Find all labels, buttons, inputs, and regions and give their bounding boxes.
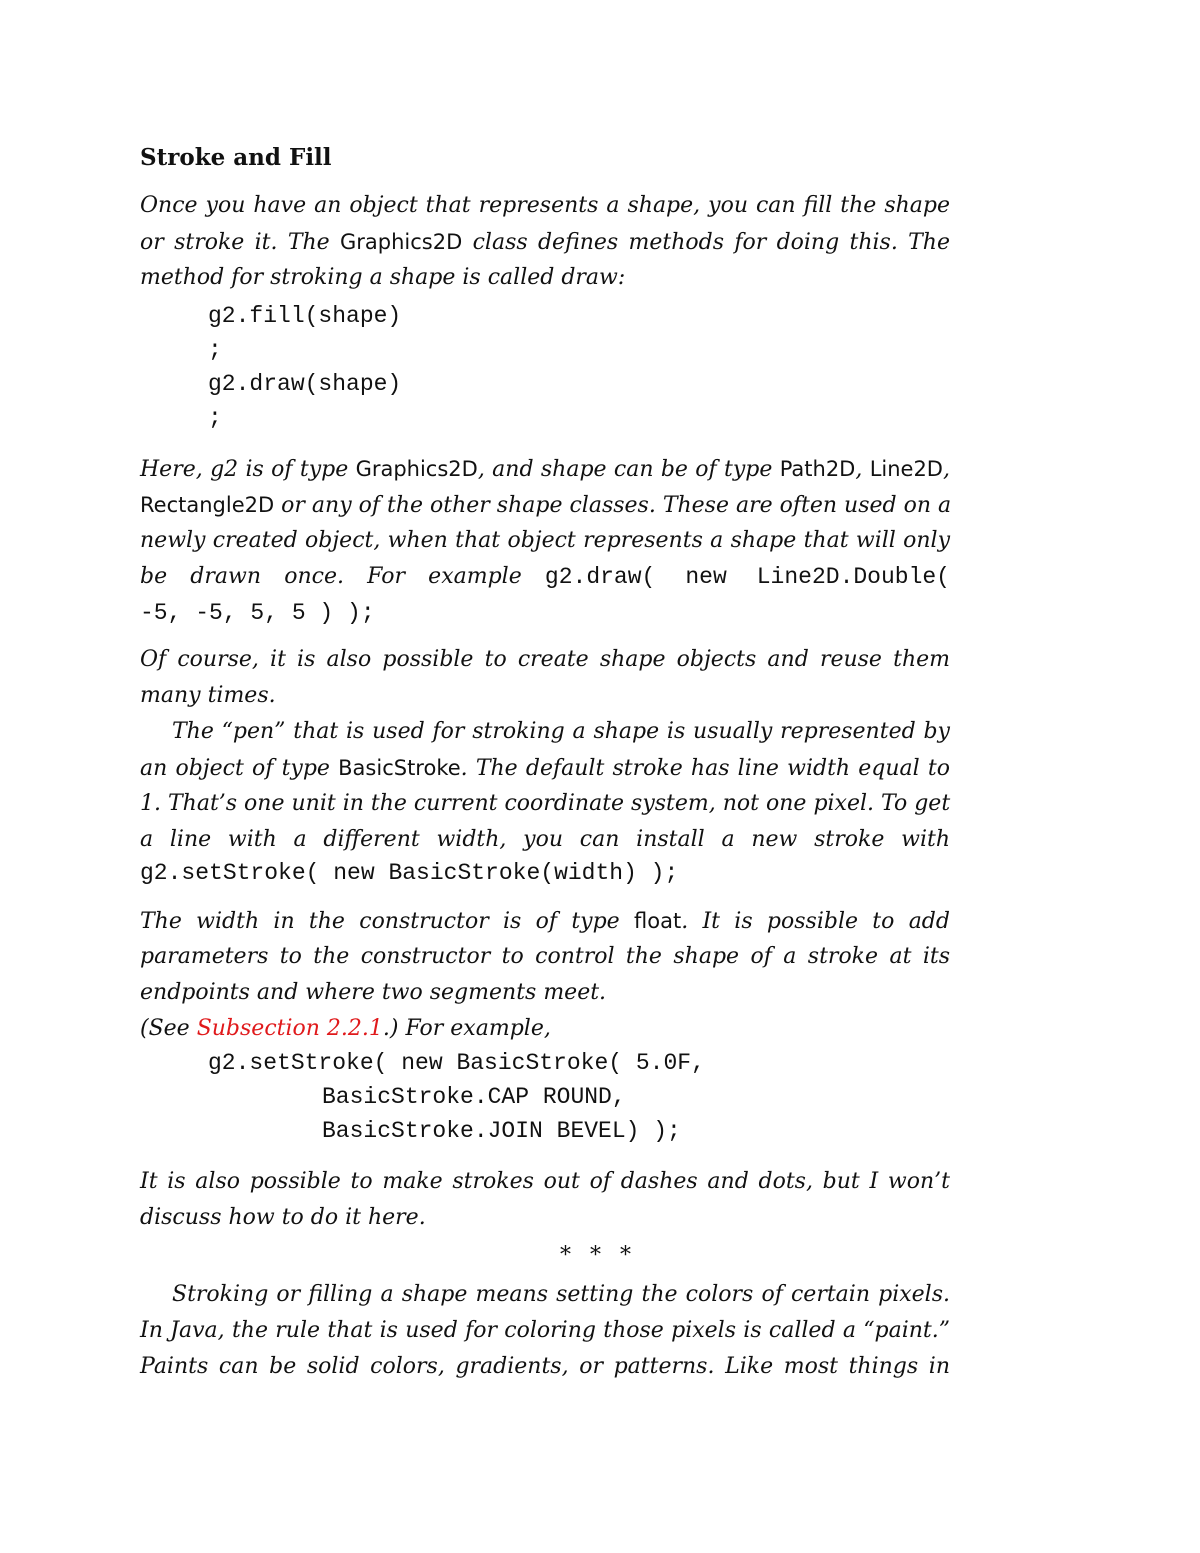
text-run: , and shape can be of type: [477, 457, 780, 482]
p5-line-4: [140, 1014, 551, 1044]
text-run: (See: [140, 1016, 197, 1041]
code-line: g2.setStroke( new BasicStroke( 5.0F,: [208, 1050, 705, 1076]
text-run: ,: [942, 457, 950, 482]
p4-line-3: 1. That’s one unit in the current coordinate system, not one pixel. To get: [140, 791, 951, 816]
p2-line-2: [140, 490, 950, 521]
class-name: Rectangle2D: [140, 493, 275, 517]
p5-line-3: endpoints and where two segments meet.: [140, 980, 607, 1005]
p4-line-2: [140, 753, 950, 784]
p2-line-1: [140, 454, 950, 485]
p4-line-5: [140, 858, 678, 888]
p6-line-1: It is also possible to make strokes out of dashes and dots, but I won’t: [140, 1169, 950, 1194]
p5-line-2: parameters to the constructor to control the shape of a stroke at its: [140, 944, 950, 969]
code-line: g2.fill(shape): [208, 303, 402, 329]
p3-line-1: Of course, it is also possible to create shape objects and reuse them: [140, 647, 950, 672]
p2-line-4: [140, 562, 950, 592]
text-run: be drawn once. For example: [140, 564, 545, 589]
code-line: BasicStroke.CAP ROUND,: [322, 1084, 626, 1110]
p3-line-2: many times.: [140, 683, 276, 708]
text-run: . The default stroke has line width equal to: [460, 756, 950, 781]
p7-line-1: Stroking or filling a shape means setting the colors of certain pixels.: [172, 1282, 950, 1307]
class-name: Graphics2D: [340, 230, 463, 254]
p7-line-2: In Java, the rule that is used for coloring those pixels is called a “paint.”: [140, 1318, 950, 1343]
p4-line-4: a line with a different width, you can install a new stroke with: [140, 827, 950, 852]
class-name: Path2D: [779, 457, 856, 481]
section-separator: * * *: [560, 1243, 637, 1268]
p2-line-5: [140, 598, 375, 628]
text-run: .) For example,: [382, 1016, 551, 1041]
code-line: ;: [208, 337, 222, 363]
p1-line-2: [140, 227, 950, 258]
inline-code: g2.draw( new Line2D.Double(: [544, 564, 950, 590]
text-run: or any of the other shape classes. These are often used on a: [274, 493, 952, 518]
p2-line-3: newly created object, when that object represents a shape that will only: [140, 528, 950, 553]
p7-line-3: Paints can be solid colors, gradients, or patterns. Like most things in: [140, 1354, 950, 1379]
text-run: class defines methods for doing this. The: [462, 230, 950, 255]
p1-line-1: Once you have an object that represents a shape, you can fill the shape: [140, 193, 950, 218]
class-name: BasicStroke: [338, 756, 461, 780]
text-run: ,: [855, 457, 870, 482]
code-line: g2.draw(shape): [208, 371, 402, 397]
p4-line-1: The “pen” that is used for stroking a shape is usually represented by: [172, 719, 950, 744]
type-name: float: [634, 909, 682, 933]
inline-code: g2.setStroke( new BasicStroke(width) );: [140, 860, 679, 886]
text-run: The width in the constructor is of type: [140, 909, 634, 934]
class-name: Graphics2D: [355, 457, 478, 481]
subsection-link[interactable]: Subsection 2.2.1: [196, 1016, 383, 1041]
class-name: Line2D: [869, 457, 943, 481]
section-title: Stroke and Fill: [140, 144, 332, 171]
code-line: BasicStroke.JOIN BEVEL) );: [322, 1118, 681, 1144]
text-run: Here, g2 is of type: [140, 457, 356, 482]
inline-code: -5, -5, 5, 5 ) );: [140, 600, 375, 626]
text-run: an object of type: [140, 756, 339, 781]
text-run: . It is possible to add: [681, 909, 950, 934]
text-run: or stroke it. The: [140, 230, 340, 255]
p5-line-1: [140, 906, 950, 937]
code-line: ;: [208, 405, 222, 431]
p1-line-3: method for stroking a shape is called draw:: [140, 265, 626, 290]
p6-line-2: discuss how to do it here.: [140, 1205, 426, 1230]
